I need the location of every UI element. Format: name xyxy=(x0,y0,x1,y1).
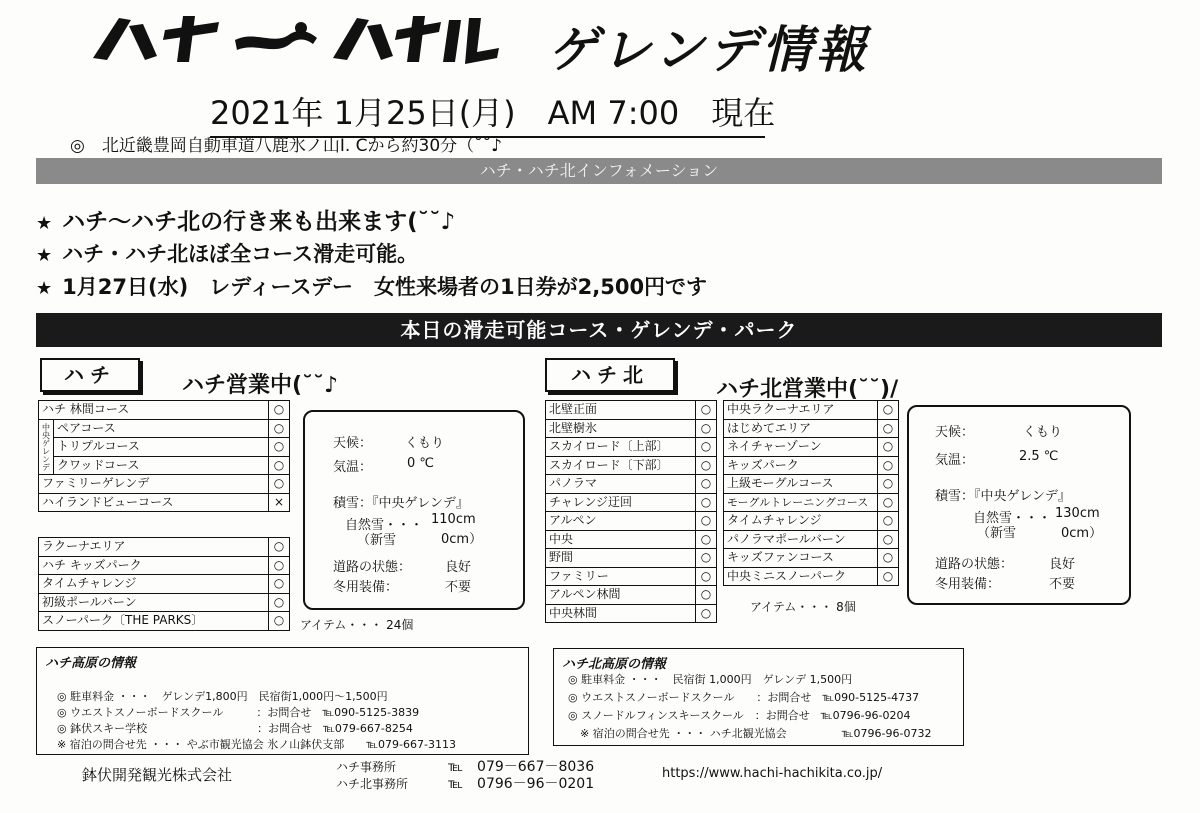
office-label: ハチ事務所 xyxy=(336,760,397,774)
natural-snow-label: 自然雪・・・ xyxy=(345,518,424,533)
course-status: ○ xyxy=(269,556,290,575)
course-status: × xyxy=(269,493,290,512)
table-row xyxy=(546,475,717,494)
table-row xyxy=(546,456,717,475)
new-snow-value: 0cm） xyxy=(1061,526,1103,541)
table-row xyxy=(39,493,290,512)
info-bar: ハチ・ハチ北インフォメーション xyxy=(36,158,1162,184)
course-name: パノラマポールバーン xyxy=(724,530,878,549)
star-icon: ★ xyxy=(36,213,53,234)
table-row xyxy=(724,530,899,549)
hachikita-item-count: アイテム・・・ 8個 xyxy=(750,600,856,614)
weather-label: 天候： xyxy=(935,425,975,440)
temp-value: 2.5 ℃ xyxy=(1019,449,1059,464)
table-row xyxy=(546,586,717,605)
natural-snow-value: 110cm xyxy=(431,512,476,527)
course-name: 北壁樹氷 xyxy=(546,419,696,438)
table-row xyxy=(39,593,290,612)
weather-value: くもり xyxy=(405,436,445,451)
course-status: ○ xyxy=(269,593,290,612)
road-value: 良好 xyxy=(445,560,472,575)
kougen-line: ◎ スノードルフィンスキースクール ：お問合せ ℡0796-96-0204 xyxy=(568,709,911,722)
table-row xyxy=(724,438,899,457)
course-status: ○ xyxy=(878,475,899,494)
table-row xyxy=(546,438,717,457)
course-status: ○ xyxy=(878,512,899,531)
table-row xyxy=(546,604,717,623)
course-name: クワッドコース xyxy=(54,456,269,475)
table-row xyxy=(39,556,290,575)
course-name: ファミリー xyxy=(546,567,696,586)
course-name: 中央ミニスノーパーク xyxy=(724,567,878,586)
table-row xyxy=(546,493,717,512)
equip-label: 冬用装備： xyxy=(935,577,1001,592)
course-status: ○ xyxy=(269,475,290,494)
sub-label: 中央ゲレンデ xyxy=(39,419,54,475)
kougen-line: ※ 宿泊の問合せ先 ・・・ やぶ市観光協会 氷ノ山鉢伏支部 ℡079-667-3113 xyxy=(57,738,456,751)
hachi-status: ハチ営業中(˘˘♪ xyxy=(182,373,339,398)
course-name: スカイロード〔下部〕 xyxy=(546,456,696,475)
course-name: ハイランドビューコース xyxy=(39,493,269,512)
kougen-title: ハチ高原の情報 xyxy=(45,656,137,671)
course-status: ○ xyxy=(269,438,290,457)
course-name: アルペン xyxy=(546,512,696,531)
kougen-line: ◎ 駐車料金 ・・・ 民宿街 1,000円 ゲレンデ 1,500円 xyxy=(568,673,853,686)
table-row xyxy=(546,512,717,531)
course-status: ○ xyxy=(269,612,290,631)
course-status: ○ xyxy=(878,567,899,586)
course-status: ○ xyxy=(696,512,717,531)
course-status: ○ xyxy=(696,438,717,457)
course-name: はじめてエリア xyxy=(724,419,878,438)
table-row xyxy=(546,567,717,586)
course-status: ○ xyxy=(269,419,290,438)
table-row xyxy=(724,475,899,494)
office-label: ハチ北事務所 xyxy=(336,777,409,791)
table-row xyxy=(724,549,899,568)
course-name: タイムチャレンジ xyxy=(724,512,878,531)
course-status: ○ xyxy=(696,530,717,549)
kougen-line: ◎ ウエストスノーボードスクール ：お問合せ ℡090-5125-4737 xyxy=(568,691,920,704)
course-status: ○ xyxy=(269,456,290,475)
table-row xyxy=(724,512,899,531)
road-value: 良好 xyxy=(1049,557,1076,572)
new-snow-label: （新雪 xyxy=(977,526,1017,541)
table-row xyxy=(546,530,717,549)
road-label: 道路の状態： xyxy=(333,560,412,575)
table-row xyxy=(39,419,290,438)
hachi-park-table xyxy=(38,537,290,631)
temp-label: 気温： xyxy=(935,453,975,468)
hachikita-weather-box xyxy=(907,405,1131,605)
equip-value: 不要 xyxy=(1049,577,1076,592)
course-status: ○ xyxy=(696,401,717,420)
course-name: 北壁正面 xyxy=(546,401,696,420)
course-status: ○ xyxy=(878,493,899,512)
road-label: 道路の状態： xyxy=(935,557,1014,572)
weather-value: くもり xyxy=(1023,425,1063,440)
course-status: ○ xyxy=(269,538,290,557)
hachi-hachikita-logo xyxy=(85,12,505,70)
course-status: ○ xyxy=(269,575,290,594)
course-status: ○ xyxy=(878,549,899,568)
table-row xyxy=(39,575,290,594)
course-name: 野間 xyxy=(546,549,696,568)
course-name: 初級ポールバーン xyxy=(39,593,269,612)
office-tel: ℡ 079－667－8036 xyxy=(448,759,595,775)
table-row xyxy=(546,549,717,568)
access-info: ◎ 北近畿豊岡自動車道八鹿氷ノ山I. Cから約30分（˘˘♪ xyxy=(70,136,503,156)
course-status: ○ xyxy=(696,493,717,512)
kougen-line: ◎ 鉢伏スキー学校 ：お問合せ ℡079-667-8254 xyxy=(57,722,413,735)
equip-label: 冬用装備： xyxy=(333,580,399,595)
course-name: アルペン林間 xyxy=(546,586,696,605)
new-snow-label: （新雪 xyxy=(357,533,397,548)
star-icon: ★ xyxy=(36,278,53,299)
course-status: ○ xyxy=(269,401,290,420)
natural-snow-label: 自然雪・・・ xyxy=(973,511,1052,526)
course-name: 中央ラクーナエリア xyxy=(724,401,878,420)
weather-label: 天候： xyxy=(333,436,373,451)
natural-snow-value: 130cm xyxy=(1055,506,1100,521)
course-status: ○ xyxy=(878,401,899,420)
table-row xyxy=(724,493,899,512)
star-icon: ★ xyxy=(36,245,53,266)
course-status: ○ xyxy=(696,604,717,623)
course-status: ○ xyxy=(878,419,899,438)
hachikita-kougen-box xyxy=(553,648,964,746)
news-item: ★ ハチ・ハチ北ほぼ全コース滑走可能。 xyxy=(36,242,419,266)
course-name: ネイチャーゾーン xyxy=(724,438,878,457)
snow-label: 積雪：『中央ゲレンデ』 xyxy=(333,496,469,511)
course-name: スノーパーク〔THE PARKS〕 xyxy=(39,612,269,631)
table-row xyxy=(724,401,899,420)
kougen-line: ◎ ウエストスノーボードスクール ：お問合せ ℡090-5125-3839 xyxy=(57,706,420,719)
course-name: 中央林間 xyxy=(546,604,696,623)
course-name: トリプルコース xyxy=(54,438,269,457)
kougen-line: ◎ 駐車料金 ・・・ ゲレンデ1,800円 民宿街1,000円～1,500円 xyxy=(57,690,388,703)
kougen-title: ハチ北高原の情報 xyxy=(562,657,667,672)
course-name: ペアコース xyxy=(54,419,269,438)
hachikita-tag: ハチ北 xyxy=(545,358,675,392)
date-line: 2021年 1月25日(月) AM 7:00 現在 xyxy=(210,88,775,134)
office-tel: ℡ 0796－96－0201 xyxy=(448,776,595,792)
news-item: ★ ハチ～ハチ北の行き来も出来ます(˘˘♪ xyxy=(36,209,456,235)
equip-value: 不要 xyxy=(445,580,472,595)
course-name: ファミリーゲレンデ xyxy=(39,475,269,494)
hachi-weather-box xyxy=(303,410,525,610)
course-name: キッズファンコース xyxy=(724,549,878,568)
course-name: ラクーナエリア xyxy=(39,538,269,557)
table-row xyxy=(39,456,290,475)
course-status: ○ xyxy=(878,456,899,475)
page-title: ゲレンデ情報 xyxy=(548,21,870,79)
hachi-course-table xyxy=(38,400,290,512)
temp-value: 0 ℃ xyxy=(407,456,435,471)
kougen-line: ※ 宿泊の問合せ先 ・・・ ハチ北観光協会 ℡0796-96-0732 xyxy=(580,727,932,740)
course-status: ○ xyxy=(696,475,717,494)
website-link[interactable]: https://www.hachi-hachikita.co.jp/ xyxy=(662,766,883,781)
new-snow-value: 0cm） xyxy=(441,532,483,547)
course-name: タイムチャレンジ xyxy=(39,575,269,594)
hachikita-park-table xyxy=(723,400,899,586)
table-row xyxy=(546,401,717,420)
table-row xyxy=(39,475,290,494)
table-row xyxy=(39,438,290,457)
course-status: ○ xyxy=(696,567,717,586)
course-name: ハチ 林間コース xyxy=(39,401,269,420)
course-name: キッズパーク xyxy=(724,456,878,475)
company-name: 鉢伏開発観光株式会社 xyxy=(82,766,233,784)
hachi-kougen-box xyxy=(36,647,529,755)
course-name: パノラマ xyxy=(546,475,696,494)
course-name: 中央 xyxy=(546,530,696,549)
course-name: モーグルトレーニングコース xyxy=(724,493,878,512)
section-bar: 本日の滑走可能コース・ゲレンデ・パーク xyxy=(36,313,1162,347)
course-status: ○ xyxy=(696,586,717,605)
table-row xyxy=(39,401,290,420)
course-status: ○ xyxy=(878,530,899,549)
table-row xyxy=(546,419,717,438)
course-status: ○ xyxy=(696,456,717,475)
hachi-item-count: アイテム・・・ 24個 xyxy=(300,618,414,632)
course-status: ○ xyxy=(696,549,717,568)
course-name: 上級モーグルコース xyxy=(724,475,878,494)
table-row xyxy=(39,538,290,557)
temp-label: 気温： xyxy=(333,460,373,475)
table-row xyxy=(724,567,899,586)
course-status: ○ xyxy=(696,419,717,438)
hachikita-status: ハチ北営業中(˘˘)/ xyxy=(716,377,899,402)
course-name: チャレンジ迂回 xyxy=(546,493,696,512)
table-row xyxy=(724,419,899,438)
hachikita-course-table xyxy=(545,400,717,623)
news-item: ★ 1月27日(水) レディースデー 女性来場者の1日券が2,500円です xyxy=(36,275,708,299)
hachi-tag: ハチ xyxy=(40,358,140,392)
course-name: ハチ キッズパーク xyxy=(39,556,269,575)
course-name: スカイロード〔上部〕 xyxy=(546,438,696,457)
table-row xyxy=(724,456,899,475)
course-status: ○ xyxy=(878,438,899,457)
table-row xyxy=(39,612,290,631)
snow-label: 積雪：『中央ゲレンデ』 xyxy=(935,489,1071,504)
